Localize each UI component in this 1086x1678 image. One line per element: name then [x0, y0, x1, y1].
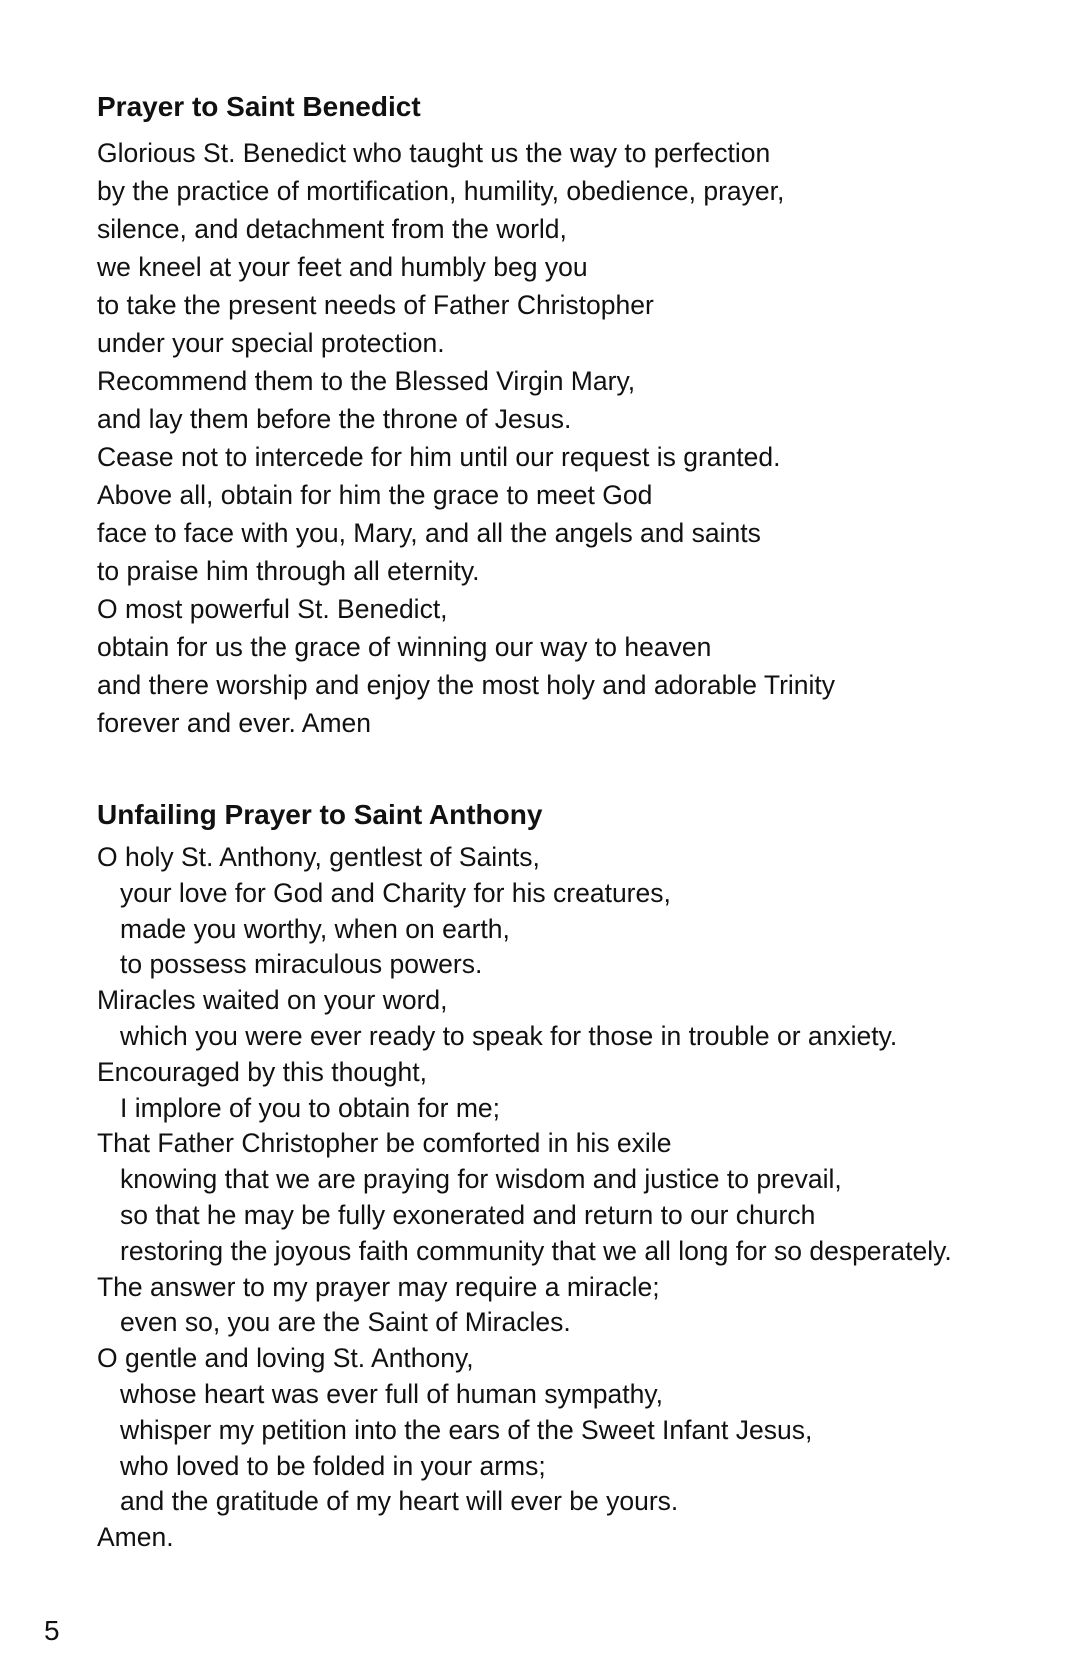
prayer-line: under your special protection. — [97, 328, 445, 358]
section-heading: Unfailing Prayer to Saint Anthony — [97, 799, 543, 830]
prayer-line-indented: I implore of you to obtain for me; — [120, 1092, 501, 1123]
prayer-line-indented: your love for God and Charity for his creatures, — [120, 877, 671, 908]
prayer-line: The answer to my prayer may require a miracle; — [97, 1271, 660, 1302]
prayer-line: Miracles waited on your word, — [97, 985, 448, 1016]
prayer-line: and there worship and enjoy the most holy and adorable Trinity — [97, 670, 836, 700]
prayer-line: Above all, obtain for him the grace to meet God — [97, 480, 653, 510]
prayer-line-indented: whose heart was ever full of human sympathy, — [120, 1378, 664, 1409]
prayer-line: O most powerful St. Benedict, — [97, 594, 448, 624]
prayer-line-indented: restoring the joyous faith community that we all long for so desperately. — [120, 1235, 952, 1266]
prayer-line: Encouraged by this thought, — [97, 1056, 428, 1087]
prayer-line: O gentle and loving St. Anthony, — [97, 1343, 474, 1374]
prayer-line: forever and ever. Amen — [97, 708, 371, 738]
prayer-line: That Father Christopher be comforted in his exile — [97, 1128, 672, 1159]
section-heading: Prayer to Saint Benedict — [97, 91, 421, 122]
prayer-line-indented: even so, you are the Saint of Miracles. — [120, 1307, 571, 1338]
prayer-line-indented: and the gratitude of my heart will ever be yours. — [120, 1486, 679, 1517]
prayer-line: we kneel at your feet and humbly beg you — [97, 252, 588, 282]
prayer-line: face to face with you, Mary, and all the angels and saints — [97, 518, 761, 548]
prayer-saint-anthony — [97, 798, 1057, 1556]
prayer-line: O holy St. Anthony, gentlest of Saints, — [97, 842, 540, 872]
prayer-line: and lay them before the throne of Jesus. — [97, 404, 572, 434]
prayer-line-indented: knowing that we are praying for wisdom and justice to prevail, — [120, 1164, 842, 1195]
prayer-line: Recommend them to the Blessed Virgin Mary, — [97, 366, 636, 396]
prayer-saint-benedict — [97, 90, 1057, 742]
prayer-line-indented: who loved to be folded in your arms; — [120, 1450, 546, 1481]
prayer-line: to praise him through all eternity. — [97, 556, 480, 586]
prayer-line: Amen. — [97, 1522, 174, 1553]
page-number: 5 — [44, 1615, 60, 1646]
prayer-line: Cease not to intercede for him until our request is granted. — [97, 442, 781, 472]
prayer-line-indented: whisper my petition into the ears of the Sweet Infant Jesus, — [120, 1414, 813, 1445]
prayer-line: by the practice of mortification, humility, obedience, prayer, — [97, 176, 785, 206]
prayer-line-indented: so that he may be fully exonerated and return to our church — [120, 1199, 816, 1230]
prayer-line: Glorious St. Benedict who taught us the way to perfection — [97, 138, 771, 168]
prayer-line-indented: which you were ever ready to speak for those in trouble or anxiety. — [120, 1020, 898, 1051]
prayer-line: obtain for us the grace of winning our way to heaven — [97, 632, 712, 662]
prayer-line-indented: made you worthy, when on earth, — [120, 913, 510, 944]
prayer-line-indented: to possess miraculous powers. — [120, 949, 483, 980]
prayer-line: silence, and detachment from the world, — [97, 214, 567, 244]
prayer-line: to take the present needs of Father Christopher — [97, 290, 654, 320]
